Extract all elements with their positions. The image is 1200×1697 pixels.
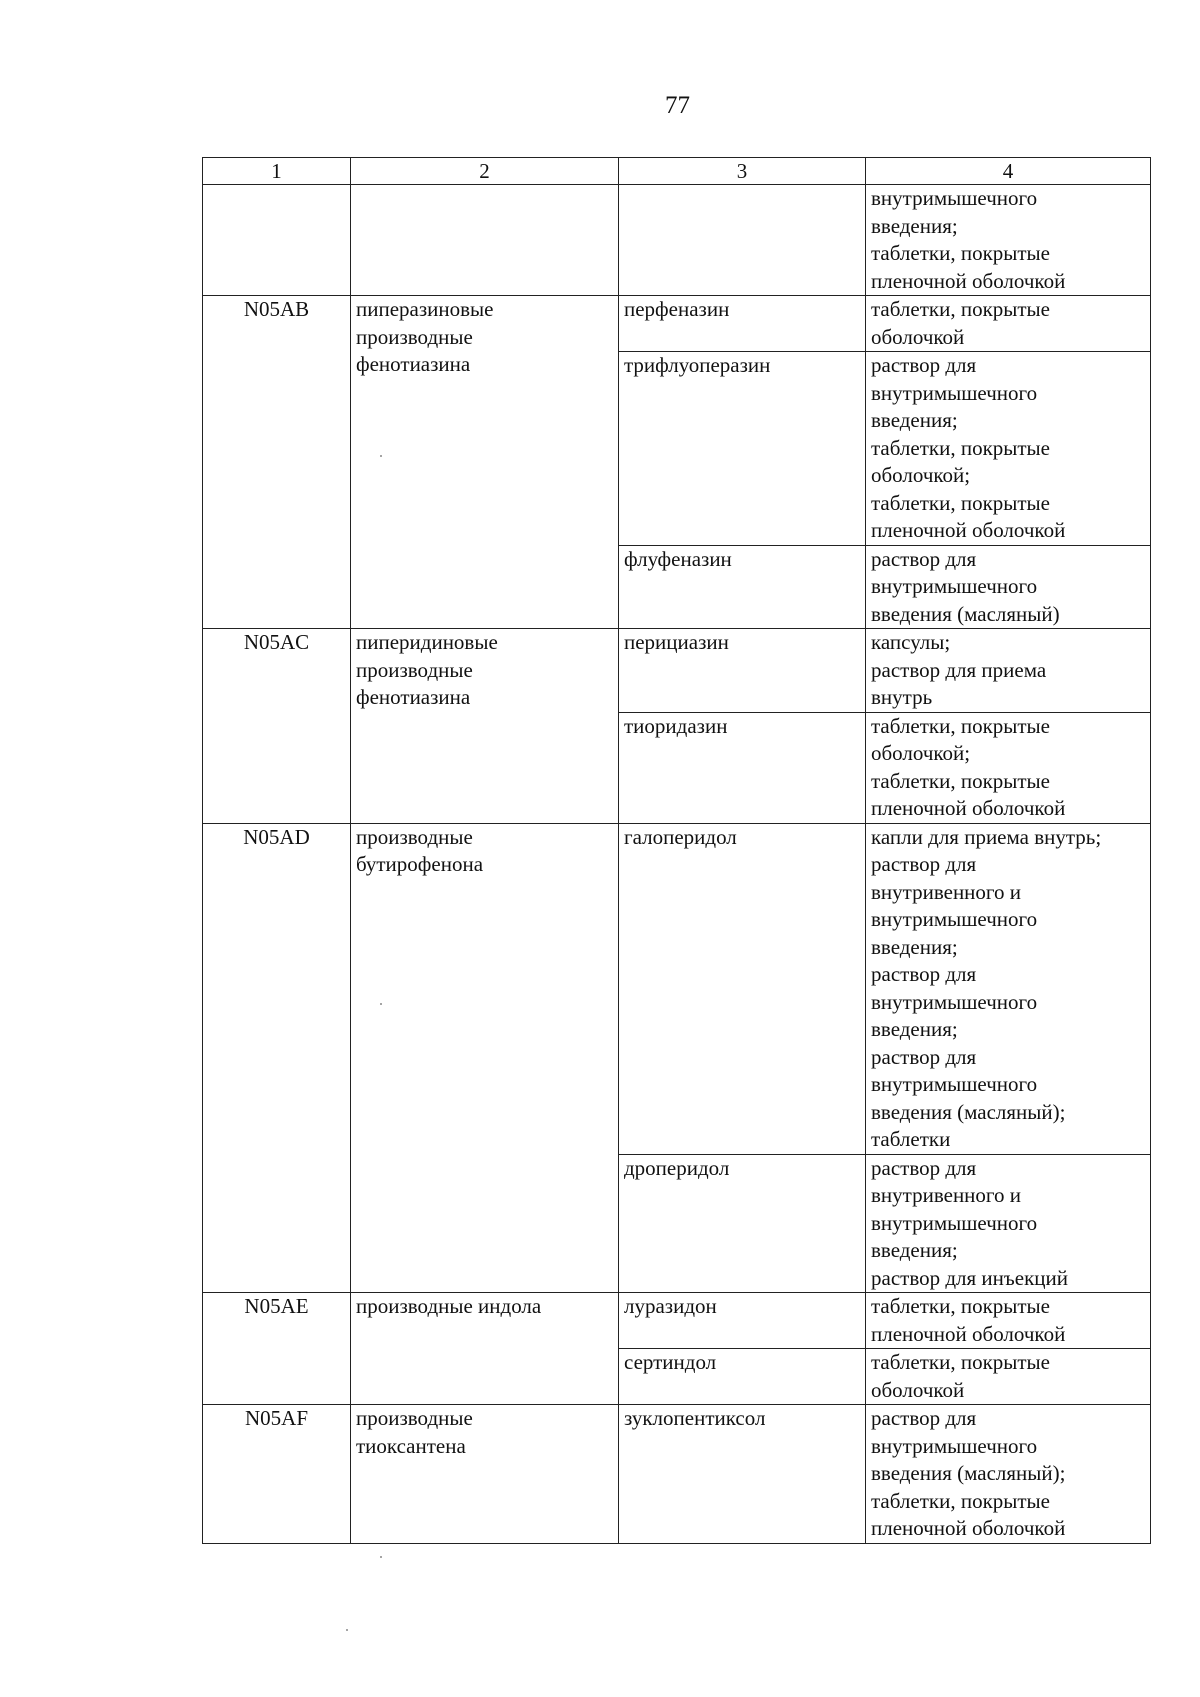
group-name-cell: [351, 1293, 619, 1405]
empty-cell: [619, 185, 866, 296]
cell-text-line: введения (масляный);: [871, 1461, 1066, 1485]
cell-text-line: таблетки, покрытые: [871, 768, 1050, 793]
dosage-forms-cell: [866, 712, 1151, 823]
table-row: [203, 1405, 1151, 1544]
scan-speck: [380, 1556, 382, 1558]
empty-cell: [203, 185, 351, 296]
cell-text-line: таблетки, покрытые: [871, 297, 1050, 321]
table-row: [203, 823, 1151, 1154]
cell-text-line: пленочной оболочкой: [871, 1321, 1066, 1346]
group-name-cell: [351, 823, 619, 1293]
cell-text-line: производные индола: [356, 1294, 542, 1318]
cell-text-line: введения;: [871, 1017, 958, 1041]
cell-text-line: пленочной оболочкой: [871, 268, 1066, 293]
cell-text-line: таблетки, покрытые: [871, 490, 1050, 515]
cell-text-line: раствор для приема: [871, 657, 1047, 682]
atc-code-cell: N05AE: [203, 1293, 351, 1405]
drug-name-cell: луразидон: [619, 1293, 866, 1349]
table-body: [203, 185, 1151, 1544]
dosage-forms-cell: [866, 629, 1151, 713]
cell-text-line: таблетки, покрытые: [871, 435, 1050, 460]
cell-text-line: производные: [356, 1406, 473, 1430]
drug-name-cell: флуфеназин: [619, 545, 866, 629]
cell-text-line: введения;: [871, 934, 958, 959]
atc-code-cell: N05AC: [203, 629, 351, 824]
atc-code-cell: N05AD: [203, 823, 351, 1293]
dosage-forms-cell: [866, 1349, 1151, 1405]
scan-speck: [380, 455, 382, 457]
cell-text-line: внутримышечного: [871, 907, 1038, 931]
atc-code-cell: N05AF: [203, 1405, 351, 1544]
dosage-forms-cell: [866, 545, 1151, 629]
cell-text-line: фенотиазина: [356, 685, 471, 709]
cell-text-line: таблетки, покрытые: [871, 1350, 1050, 1374]
cell-text-line: пленочной оболочкой: [871, 518, 1066, 542]
drug-table: [202, 157, 1151, 1544]
cell-text-line: введения;: [871, 408, 958, 432]
group-name-cell: [351, 1405, 619, 1544]
column-header: 3: [619, 158, 866, 185]
table-row: [203, 1293, 1151, 1349]
cell-text-line: введения;: [871, 1238, 958, 1262]
cell-text-line: раствор для: [871, 1406, 977, 1430]
cell-text-line: таблетки: [871, 1127, 951, 1151]
column-header: 1: [203, 158, 351, 185]
cell-text-line: внутримышечного: [871, 1210, 1038, 1235]
table-header-row: [203, 158, 1151, 185]
cell-text-line: производные: [356, 824, 473, 849]
cell-text-line: таблетки, покрытые: [871, 241, 1050, 265]
drug-name-cell: галоперидол: [619, 823, 866, 1154]
cell-text-line: раствор для: [871, 1155, 977, 1180]
cell-text-line: оболочкой;: [871, 463, 971, 487]
cell-text-line: внутривенного и: [871, 1183, 1021, 1207]
cell-text-line: оболочкой;: [871, 741, 971, 765]
drug-name-cell: зуклопентиксол: [619, 1405, 866, 1544]
cell-text-line: введения;: [871, 213, 958, 238]
dosage-forms-cell: [866, 823, 1151, 1154]
cell-text-line: таблетки, покрытые: [871, 1488, 1050, 1513]
cell-text-line: введения (масляный);: [871, 1099, 1066, 1124]
cell-text-line: оболочкой: [871, 324, 965, 349]
cell-text-line: бутирофенона: [356, 852, 484, 876]
column-header: 4: [866, 158, 1151, 185]
dosage-forms-cell: [866, 1405, 1151, 1544]
column-header: 2: [351, 158, 619, 185]
cell-text-line: таблетки, покрытые: [871, 1294, 1050, 1318]
cell-text-line: внутримышечного: [871, 989, 1038, 1014]
cell-text-line: пленочной оболочкой: [871, 796, 1066, 820]
cell-text-line: раствор для: [871, 1044, 977, 1069]
group-name-cell: [351, 296, 619, 629]
cell-text-line: раствор для: [871, 353, 977, 377]
cell-text-line: внутримышечного: [871, 186, 1038, 210]
cell-text-line: фенотиазина: [356, 352, 471, 376]
drug-name-cell: дроперидол: [619, 1154, 866, 1293]
scan-speck: [380, 1003, 382, 1005]
cell-text-line: введения (масляный): [871, 601, 1060, 626]
cell-text-line: капли для приема внутрь;: [871, 824, 1102, 849]
atc-code-cell: N05AB: [203, 296, 351, 629]
drug-name-cell: тиоридазин: [619, 712, 866, 823]
cell-text-line: раствор для: [871, 852, 977, 876]
cell-text-line: производные: [356, 324, 473, 349]
cell-text-line: внутрь: [871, 685, 933, 709]
cell-text-line: тиоксантена: [356, 1433, 466, 1458]
cell-text-line: производные: [356, 657, 473, 682]
empty-cell: [351, 185, 619, 296]
drug-name-cell: трифлуоперазин: [619, 352, 866, 546]
cell-text-line: капсулы;: [871, 630, 951, 654]
cell-text-line: внутримышечного: [871, 1072, 1038, 1096]
dosage-forms-cell: [866, 296, 1151, 352]
table-row: [203, 296, 1151, 352]
cell-text-line: таблетки, покрытые: [871, 713, 1050, 738]
drug-name-cell: сертиндол: [619, 1349, 866, 1405]
group-name-cell: [351, 629, 619, 824]
page-number: 77: [665, 92, 690, 119]
dosage-forms-cell: [866, 352, 1151, 546]
dosage-forms-cell: [866, 1293, 1151, 1349]
cell-text-line: внутривенного и: [871, 879, 1021, 904]
dosage-forms-cell: [866, 1154, 1151, 1293]
table-row: [203, 629, 1151, 713]
cell-text-line: пиперазиновые: [356, 297, 494, 321]
dosage-forms-cell: [866, 185, 1151, 296]
cell-text-line: внутримышечного: [871, 380, 1038, 405]
cell-text-line: раствор для: [871, 546, 977, 571]
cell-text-line: пиперидиновые: [356, 630, 498, 654]
drug-name-cell: перфеназин: [619, 296, 866, 352]
cell-text-line: раствор для инъекций: [871, 1265, 1068, 1290]
drug-name-cell: перициазин: [619, 629, 866, 713]
cell-text-line: внутримышечного: [871, 1433, 1038, 1458]
cell-text-line: пленочной оболочкой: [871, 1516, 1066, 1540]
table-row: [203, 185, 1151, 296]
cell-text-line: внутримышечного: [871, 574, 1038, 598]
cell-text-line: раствор для: [871, 962, 977, 986]
cell-text-line: оболочкой: [871, 1377, 965, 1402]
scan-speck: [346, 1629, 348, 1631]
